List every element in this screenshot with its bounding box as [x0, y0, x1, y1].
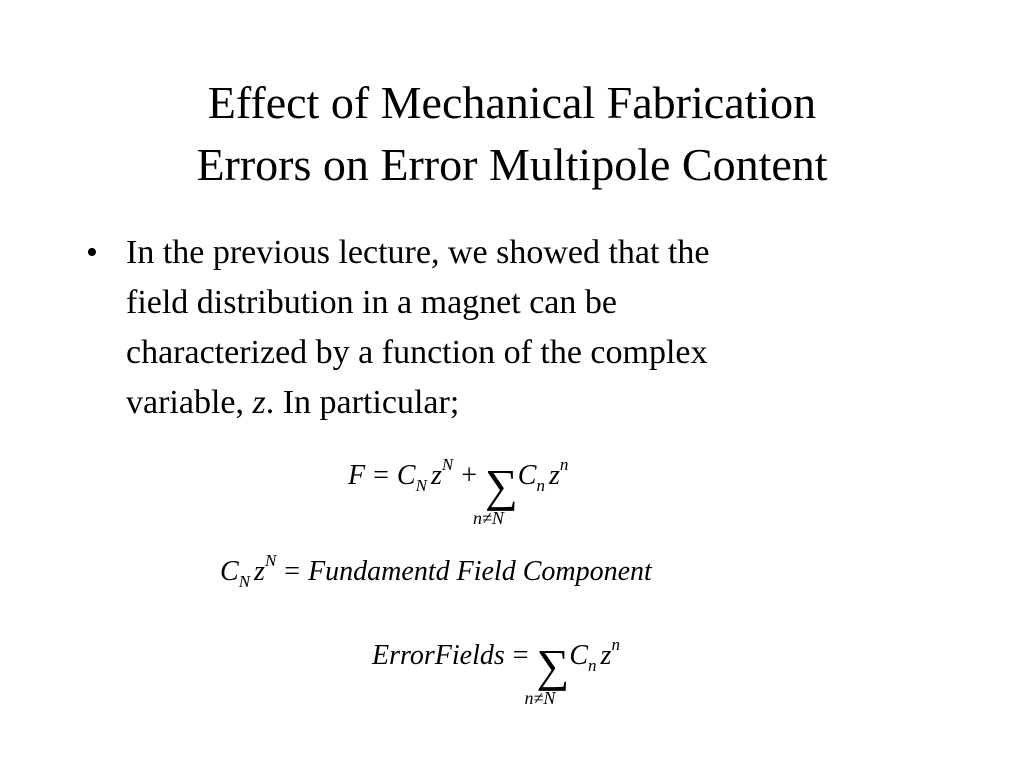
eq3-Cn: C [569, 640, 589, 671]
bullet-line-1: In the previous lecture, we showed that the [126, 234, 710, 271]
eq2-C: C [220, 556, 239, 587]
eq1-C-sub: N [415, 476, 427, 495]
eq3-Cn-sub: n [588, 656, 597, 675]
eq3-sigma-icon: ∑ [536, 640, 570, 691]
eq1-equals: = [373, 460, 389, 491]
eq1-sigma-icon: ∑ [484, 460, 518, 511]
equation-fundamental-component [220, 551, 652, 591]
equation-error-fields [372, 635, 620, 708]
eq3-sum-limit: n≠N [524, 688, 556, 708]
eq1-plus: + [461, 460, 477, 491]
bullet-line-2: field distribution in a magnet can be [126, 284, 617, 321]
eq1-F: F [348, 460, 366, 491]
eq3-sum [524, 640, 570, 708]
bullet-variable-z: z [252, 384, 266, 421]
eq1-z: z [430, 460, 442, 491]
eq1-zn: z [548, 460, 560, 491]
eq3-lhs: ErrorFields [372, 640, 505, 671]
slide-title-line-1: Effect of Mechanical Fabrication [207, 77, 817, 128]
eq3-zn-sup: n [611, 635, 620, 654]
eq1-zn-sup: n [559, 455, 569, 474]
bullet-line-4-prefix: variable, [126, 384, 253, 421]
eq1-Cn: C [517, 460, 537, 491]
eq3-zn: z [600, 640, 612, 671]
eq2-equals: = [284, 556, 301, 587]
bullet-line-4 [126, 378, 926, 428]
eq2-rhs: Fundamentd Field Component [308, 556, 652, 587]
eq2-z-sup: N [264, 551, 277, 570]
eq1-sum-limit: n≠N [472, 508, 504, 528]
eq2-z: z [254, 556, 265, 587]
bullet-dot-icon: • [86, 234, 98, 271]
slide-title-line-2: Errors on Error Multipole Content [196, 139, 828, 190]
bullet-text [126, 228, 926, 428]
eq1-Cn-sub: n [536, 476, 545, 495]
bullet-line-4-suffix: . In particular; [265, 384, 460, 421]
eq2-C-sub: N [238, 572, 251, 591]
eq3-equals: = [512, 640, 529, 671]
eq1-C: C [396, 460, 416, 491]
eq1-sum [472, 460, 518, 528]
equation-field-expansion [348, 455, 569, 528]
eq1-z-sup: N [441, 455, 454, 474]
bullet-line-3: characterized by a function of the complex [126, 334, 708, 371]
slide-title [0, 72, 1024, 196]
